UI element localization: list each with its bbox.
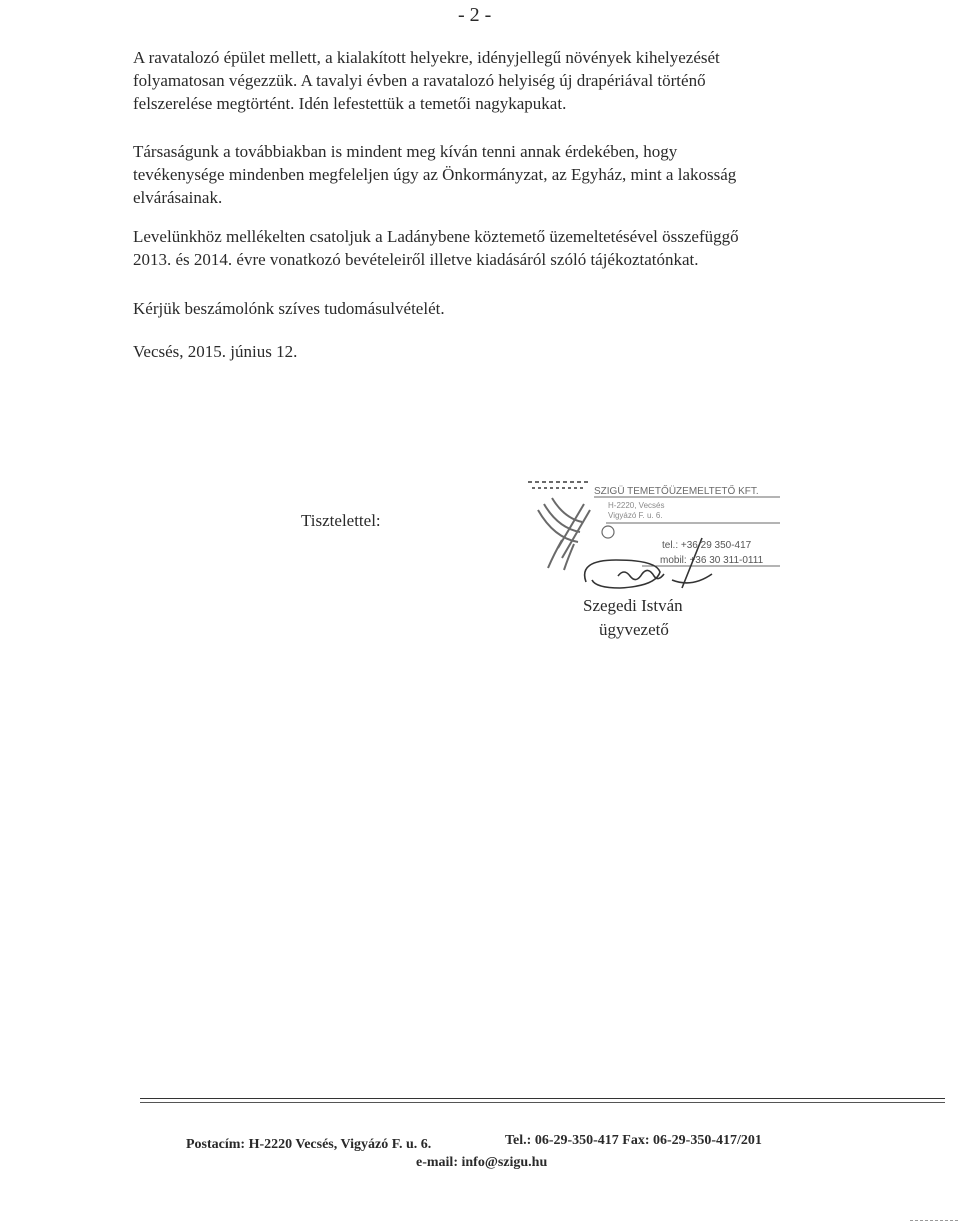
paragraph-4 bbox=[133, 297, 839, 320]
paragraph-line: folyamatosan végezzük. A tavalyi évben a ravatalozó helyiség új drapériával történő bbox=[133, 71, 706, 90]
paragraph-line: Kérjük beszámolónk szíves tudomásulvételét. bbox=[133, 299, 445, 318]
footer-address: Postacím: H-2220 Vecsés, Vigyázó F. u. 6. bbox=[186, 1137, 432, 1152]
paragraph-line: Társaságunk a továbbiakban is mindent meg kíván tenni annak érdekében, hogy bbox=[133, 142, 678, 161]
signer-title: ügyvezető bbox=[599, 620, 669, 639]
paragraph-line: tevékenysége mindenben megfeleljen úgy az Önkormányzat, az Egyház, mint a lakosság bbox=[133, 165, 737, 184]
paragraph-line: A ravatalozó épület mellett, a kialakított helyekre, idényjellegű növények kihelyezését bbox=[133, 48, 720, 67]
page-number: - 2 - bbox=[458, 4, 492, 26]
paragraph-1 bbox=[133, 46, 839, 115]
footer-phone: Tel.: 06-29-350-417 Fax: 06-29-350-417/201 bbox=[505, 1133, 762, 1148]
stamp-company: SZIGÜ TEMETŐÜZEMELTETŐ KFT. bbox=[594, 486, 759, 497]
paragraph-3 bbox=[133, 225, 839, 271]
paragraph-line: Vecsés, 2015. június 12. bbox=[133, 342, 298, 361]
date-line bbox=[133, 340, 839, 363]
stamp-address-line1: H-2220, Vecsés bbox=[608, 501, 665, 510]
footer-email: e-mail: info@szigu.hu bbox=[416, 1155, 548, 1170]
stamp-address-line2: Vigyázó F. u. 6. bbox=[608, 511, 663, 520]
paragraph-line: 2013. és 2014. évre vonatkozó bevételeiről illetve kiadásáról szóló tájékoztatónkat. bbox=[133, 250, 699, 269]
footer-divider-secondary bbox=[140, 1102, 945, 1103]
paragraph-line: felszerelése megtörtént. Idén lefestettük a temetői nagykapukat. bbox=[133, 94, 567, 113]
paragraph-2 bbox=[133, 140, 839, 209]
scan-mark bbox=[910, 1220, 958, 1221]
signer-name: Szegedi István bbox=[583, 596, 683, 615]
company-stamp bbox=[522, 470, 792, 600]
footer-divider bbox=[140, 1098, 945, 1099]
paragraph-line: Levelünkhöz mellékelten csatoljuk a Ladánybene köztemető üzemeltetésével összefüggő bbox=[133, 227, 739, 246]
closing-greeting: Tisztelettel: bbox=[301, 511, 381, 530]
paragraph-line: elvárásainak. bbox=[133, 188, 223, 207]
stamp-mobile: mobil: +36 30 311-0111 bbox=[660, 555, 764, 566]
stamp-tel: tel.: +36 29 350-417 bbox=[662, 540, 752, 551]
